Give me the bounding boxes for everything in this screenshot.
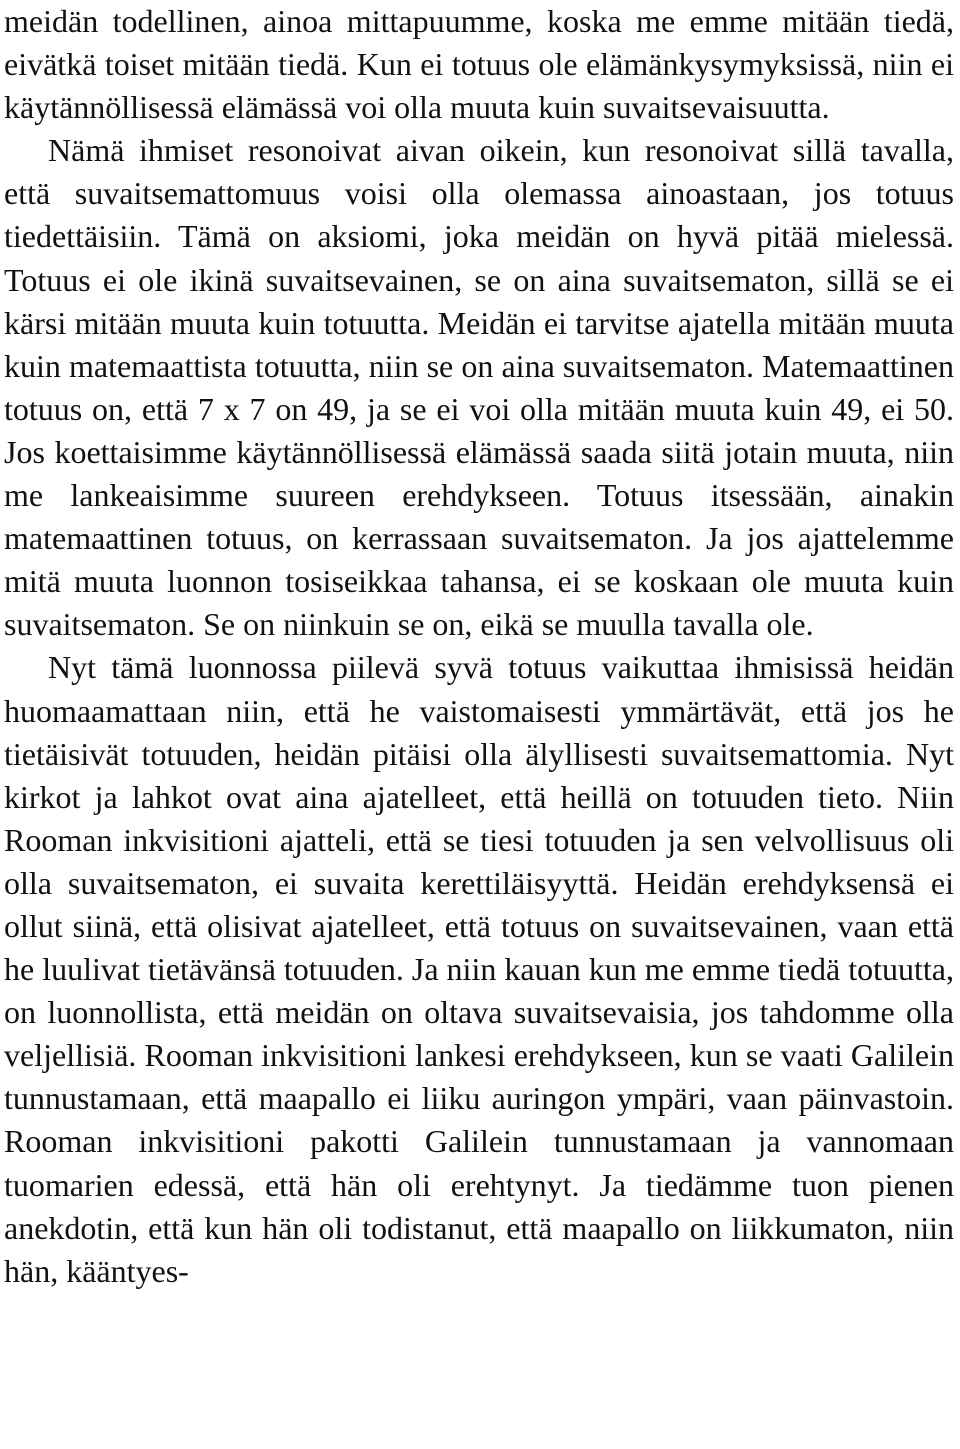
paragraph-1: meidän todellinen, ainoa mittapuumme, koska me emme mitään tiedä, eivätkä toiset mitään tiedä. Kun ei totuus ole elämänkysymyksissä, niin ei käytännöllisessä elämässä voi olla muuta kuin suvaitsevaisuutta. [4,3,954,126]
paragraph-3: Nyt tämä luonnossa piilevä syvä totuus vaikuttaa ihmisissä heidän huomaamattaan niin, että he vaistomaisesti ymmärtävät, että jos he tietäisivät totuuden, heidän pitäisi olla älyllisesti suvaitsemattomia. Nyt kirkot ja lahkot ovat aina ajatelleet, että heillä on totuuden tieto. Niin Rooman inkvisitioni ajatteli, että se tiesi totuuden ja sen velvollisuus oli olla suvaitsematon, ei suvaita kerettiläisyyttä. Heidän erehdyksensä ei ollut siinä, että olisivat ajatelleet, että totuus on suvaitsevainen, vaan että he luulivat tietävänsä totuuden. Ja niin kauan kun me emme tiedä totuutta, on luonnollista, että meidän on oltava suvaitsevaisia, jos tahdomme olla veljellisiä. Rooman inkvisitioni lankesi erehdykseen, kun se vaati Galilein tunnustamaan, että maapallo ei liiku auringon ympäri, vaan päinvastoin. Rooman inkvisitioni pakotti Galilein tunnustamaan ja vannomaan tuomarien edessä, että hän oli erehtynyt. Ja tiedämme tuon pienen anekdotin, että kun hän oli todistanut, että maapallo on liikkumaton, niin hän, kääntyes- [4,649,954,1289]
paragraph-2: Nämä ihmiset resonoivat aivan oikein, kun resonoivat sillä tavalla, että suvaitsemattomuus voisi olla olemassa ainoastaan, jos totuus tiedettäisiin. Tämä on aksiomi, joka meidän on hyvä pitää mielessä. Totuus ei ole ikinä suvaitsevainen, se on aina suvaitsematon, sillä se ei kärsi mitään muuta kuin totuutta. Meidän ei tarvitse ajatella mitään muuta kuin matemaattista totuutta, niin se on aina suvaitsematon. Matemaattinen totuus on, että 7 x 7 on 49, ja se ei voi olla mitään muuta kuin 49, ei 50. Jos koettaisimme käytännöllisessä elämässä saada siitä jotain muuta, niin me lankeaisimme suureen erehdykseen. Totuus itsessään, ainakin matemaattinen totuus, on kerrassaan suvaitsematon. Ja jos ajattelemme mitä muuta luonnon tosiseikkaa tahansa, ei se koskaan ole muuta kuin suvaitsematon. Se on niinkuin se on, eikä se muulla tavalla ole. [4,132,954,643]
